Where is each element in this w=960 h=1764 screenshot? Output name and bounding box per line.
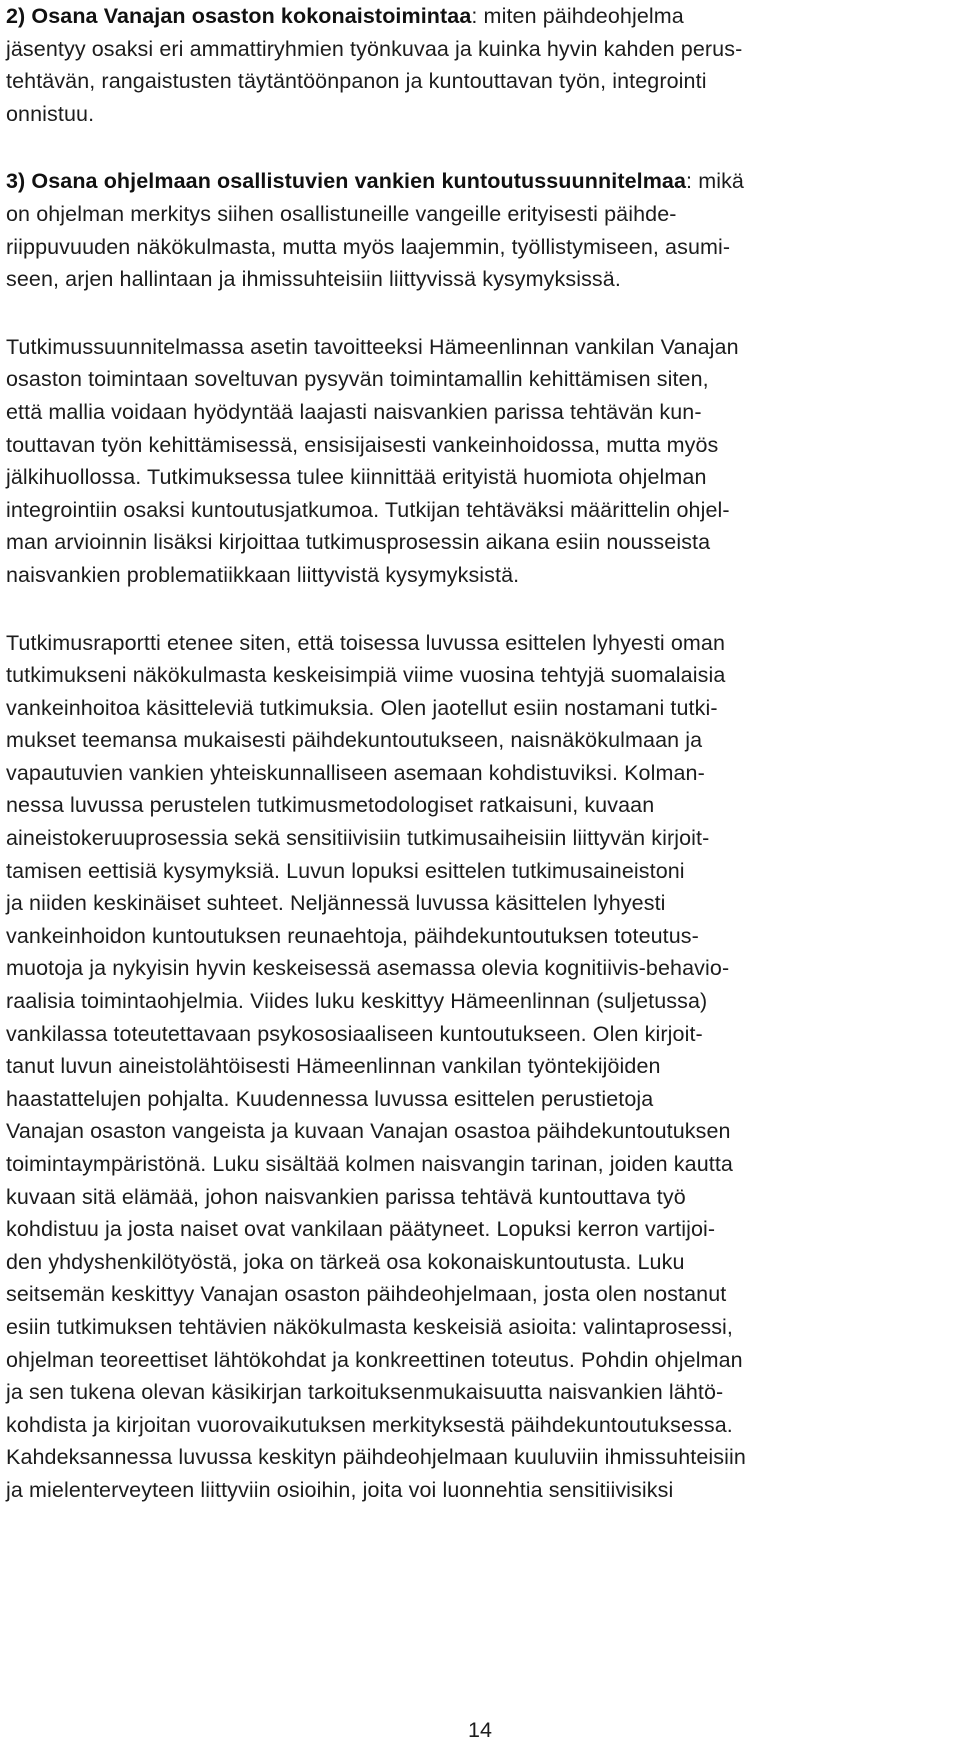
text-line: vankilassa toteutettavaan psykososiaaliseen kuntoutukseen. Olen kirjoit- bbox=[6, 1021, 703, 1046]
text-line: raalisia toimintaohjelmia. Viides luku keskittyy Hämeenlinnan (suljetussa) bbox=[6, 989, 708, 1014]
text-line: seen, arjen hallintaan ja ihmissuhteisiin liittyvissä kysymyksissä. bbox=[6, 267, 621, 292]
text-line: man arvioinnin lisäksi kirjoittaa tutkimusprosessin aikana esiin nousseista bbox=[6, 530, 711, 555]
item-2-heading: 2) Osana Vanajan osaston kokonaistoimintaa bbox=[6, 4, 472, 28]
text-line: seitsemän keskittyy Vanajan osaston päihdeohjelmaan, josta olen nostanut bbox=[6, 1282, 727, 1307]
text-line: ja sen tukena olevan käsikirjan tarkoituksenmukaisuutta naisvankien lähtö- bbox=[6, 1380, 724, 1405]
text-line: nessa luvussa perustelen tutkimusmetodologiset ratkaisuni, kuvaan bbox=[6, 793, 655, 818]
text-line: Tutkimussuunnitelmassa asetin tavoitteeksi Hämeenlinnan vankilan Vanajan bbox=[6, 334, 739, 359]
text-line: den yhdyshenkilötyöstä, joka on tärkeä osa kokonaiskuntoutusta. Luku bbox=[6, 1249, 685, 1274]
text-line: mukset teemansa mukaisesti päihdekuntoutukseen, naisnäkökulmaan ja bbox=[6, 728, 703, 753]
text-line: 3) Osana ohjelmaan osallistuvien vankien kuntoutussuunnitelmaa: mikä bbox=[6, 169, 744, 194]
page-number: 14 bbox=[468, 1718, 492, 1742]
paragraph-gap bbox=[6, 296, 946, 331]
research-plan-paragraph bbox=[6, 331, 946, 592]
text-line: naisvankien problematiikkaan liittyvistä kysymyksistä. bbox=[6, 562, 520, 587]
paragraph-gap bbox=[6, 592, 946, 627]
text-line: integrointiin osaksi kuntoutusjatkumoa. Tutkijan tehtäväksi määrittelin ohjel- bbox=[6, 497, 730, 522]
text-line: kuvaan sitä elämää, johon naisvankien parissa tehtävä kuntouttava työ bbox=[6, 1184, 686, 1209]
text-line: riippuvuuden näkökulmasta, mutta myös laajemmin, työllistymiseen, asumi- bbox=[6, 234, 731, 259]
text-line: Kahdeksannessa luvussa keskityn päihdeohjelmaan kuuluviin ihmissuhteisiin bbox=[6, 1445, 746, 1470]
item-3-heading: 3) Osana ohjelmaan osallistuvien vankien kuntoutussuunnitelmaa bbox=[6, 169, 687, 194]
text-line: muotoja ja nykyisin hyvin keskeisessä asemassa olevia kognitiivis-behavio- bbox=[6, 956, 730, 981]
text-line: vankeinhoidon kuntoutuksen reunaehtoja, päihdekuntoutuksen toteutus- bbox=[6, 923, 699, 948]
text-line: aineistokeruuprosessia sekä sensitiivisiin tutkimusaiheisiin liittyvän kirjoit- bbox=[6, 826, 710, 851]
paragraph-gap bbox=[6, 130, 946, 165]
text-line: onnistuu. bbox=[6, 101, 95, 126]
text-line: jäsentyy osaksi eri ammattiryhmien työnkuvaa ja kuinka hyvin kahden perus- bbox=[6, 36, 743, 61]
item-2-paragraph bbox=[6, 0, 946, 130]
text-line: osaston toimintaan soveltuvan pysyvän toimintamallin kehittämisen siten, bbox=[6, 367, 709, 392]
report-structure-paragraph bbox=[6, 627, 946, 1507]
text-line: kohdista ja kirjoitan vuorovaikutuksen merkityksestä päihdekuntoutuksessa. bbox=[6, 1412, 733, 1437]
text-line: vapautuvien vankien yhteiskunnalliseen asemaan kohdistuviksi. Kolman- bbox=[6, 760, 705, 785]
text-line: Tutkimusraportti etenee siten, että toisessa luvussa esittelen lyhyesti oman bbox=[6, 630, 726, 655]
text-line: ja mielenterveyteen liittyviin osioihin, joita voi luonnehtia sensitiivisiksi bbox=[6, 1477, 674, 1502]
text-line: tehtävän, rangaistusten täytäntöönpanon ja kuntouttavan työn, integrointi bbox=[6, 69, 707, 94]
item-3-paragraph bbox=[6, 165, 946, 295]
text-line: esiin tutkimuksen tehtävien näkökulmasta keskeisiä asioita: valintaprosessi, bbox=[6, 1314, 734, 1339]
text-line: haastattelujen pohjalta. Kuudennessa luvussa esittelen perustietoja bbox=[6, 1086, 654, 1111]
text-line: jälkihuollossa. Tutkimuksessa tulee kiinnittää erityistä huomiota ohjelman bbox=[6, 465, 707, 490]
text-line: kohdistuu ja josta naiset ovat vankilaan päätyneet. Lopuksi kerron vartijoi- bbox=[6, 1217, 716, 1242]
text-line: on ohjelman merkitys siihen osallistuneille vangeille erityisesti päihde- bbox=[6, 201, 677, 226]
text-line: Vanajan osaston vangeista ja kuvaan Vanajan osastoa päihdekuntoutuksen bbox=[6, 1119, 731, 1144]
text-line: ja niiden keskinäiset suhteet. Neljännessä luvussa käsittelen lyhyesti bbox=[6, 891, 666, 916]
text-line: vankeinhoitoa käsitteleviä tutkimuksia. Olen jaotellut esiin nostamani tutki- bbox=[6, 695, 718, 720]
text-line: 2) Osana Vanajan osaston kokonaistoimintaa: miten päihdeohjelma bbox=[6, 4, 684, 28]
text-line: tutkimukseni näkökulmasta keskeisimpiä viime vuosina tehtyjä suomalaisia bbox=[6, 663, 726, 688]
text-line: toimintaympäristönä. Luku sisältää kolmen naisvangin tarinan, joiden kautta bbox=[6, 1152, 733, 1176]
text-line: tamisen eettisiä kysymyksiä. Luvun lopuksi esittelen tutkimusaineistoni bbox=[6, 858, 685, 883]
text-line: tanut luvun aineistolähtöisesti Hämeenlinnan vankilan työntekijöiden bbox=[6, 1054, 661, 1079]
document-page bbox=[6, 0, 946, 1507]
text-line: ohjelman teoreettiset lähtökohdat ja konkreettinen toteutus. Pohdin ohjelman bbox=[6, 1347, 743, 1372]
text-line: touttavan työn kehittämisessä, ensisijaisesti vankeinhoidossa, mutta myös bbox=[6, 432, 719, 457]
text-line: että mallia voidaan hyödyntää laajasti naisvankien parissa tehtävän kun- bbox=[6, 399, 702, 424]
